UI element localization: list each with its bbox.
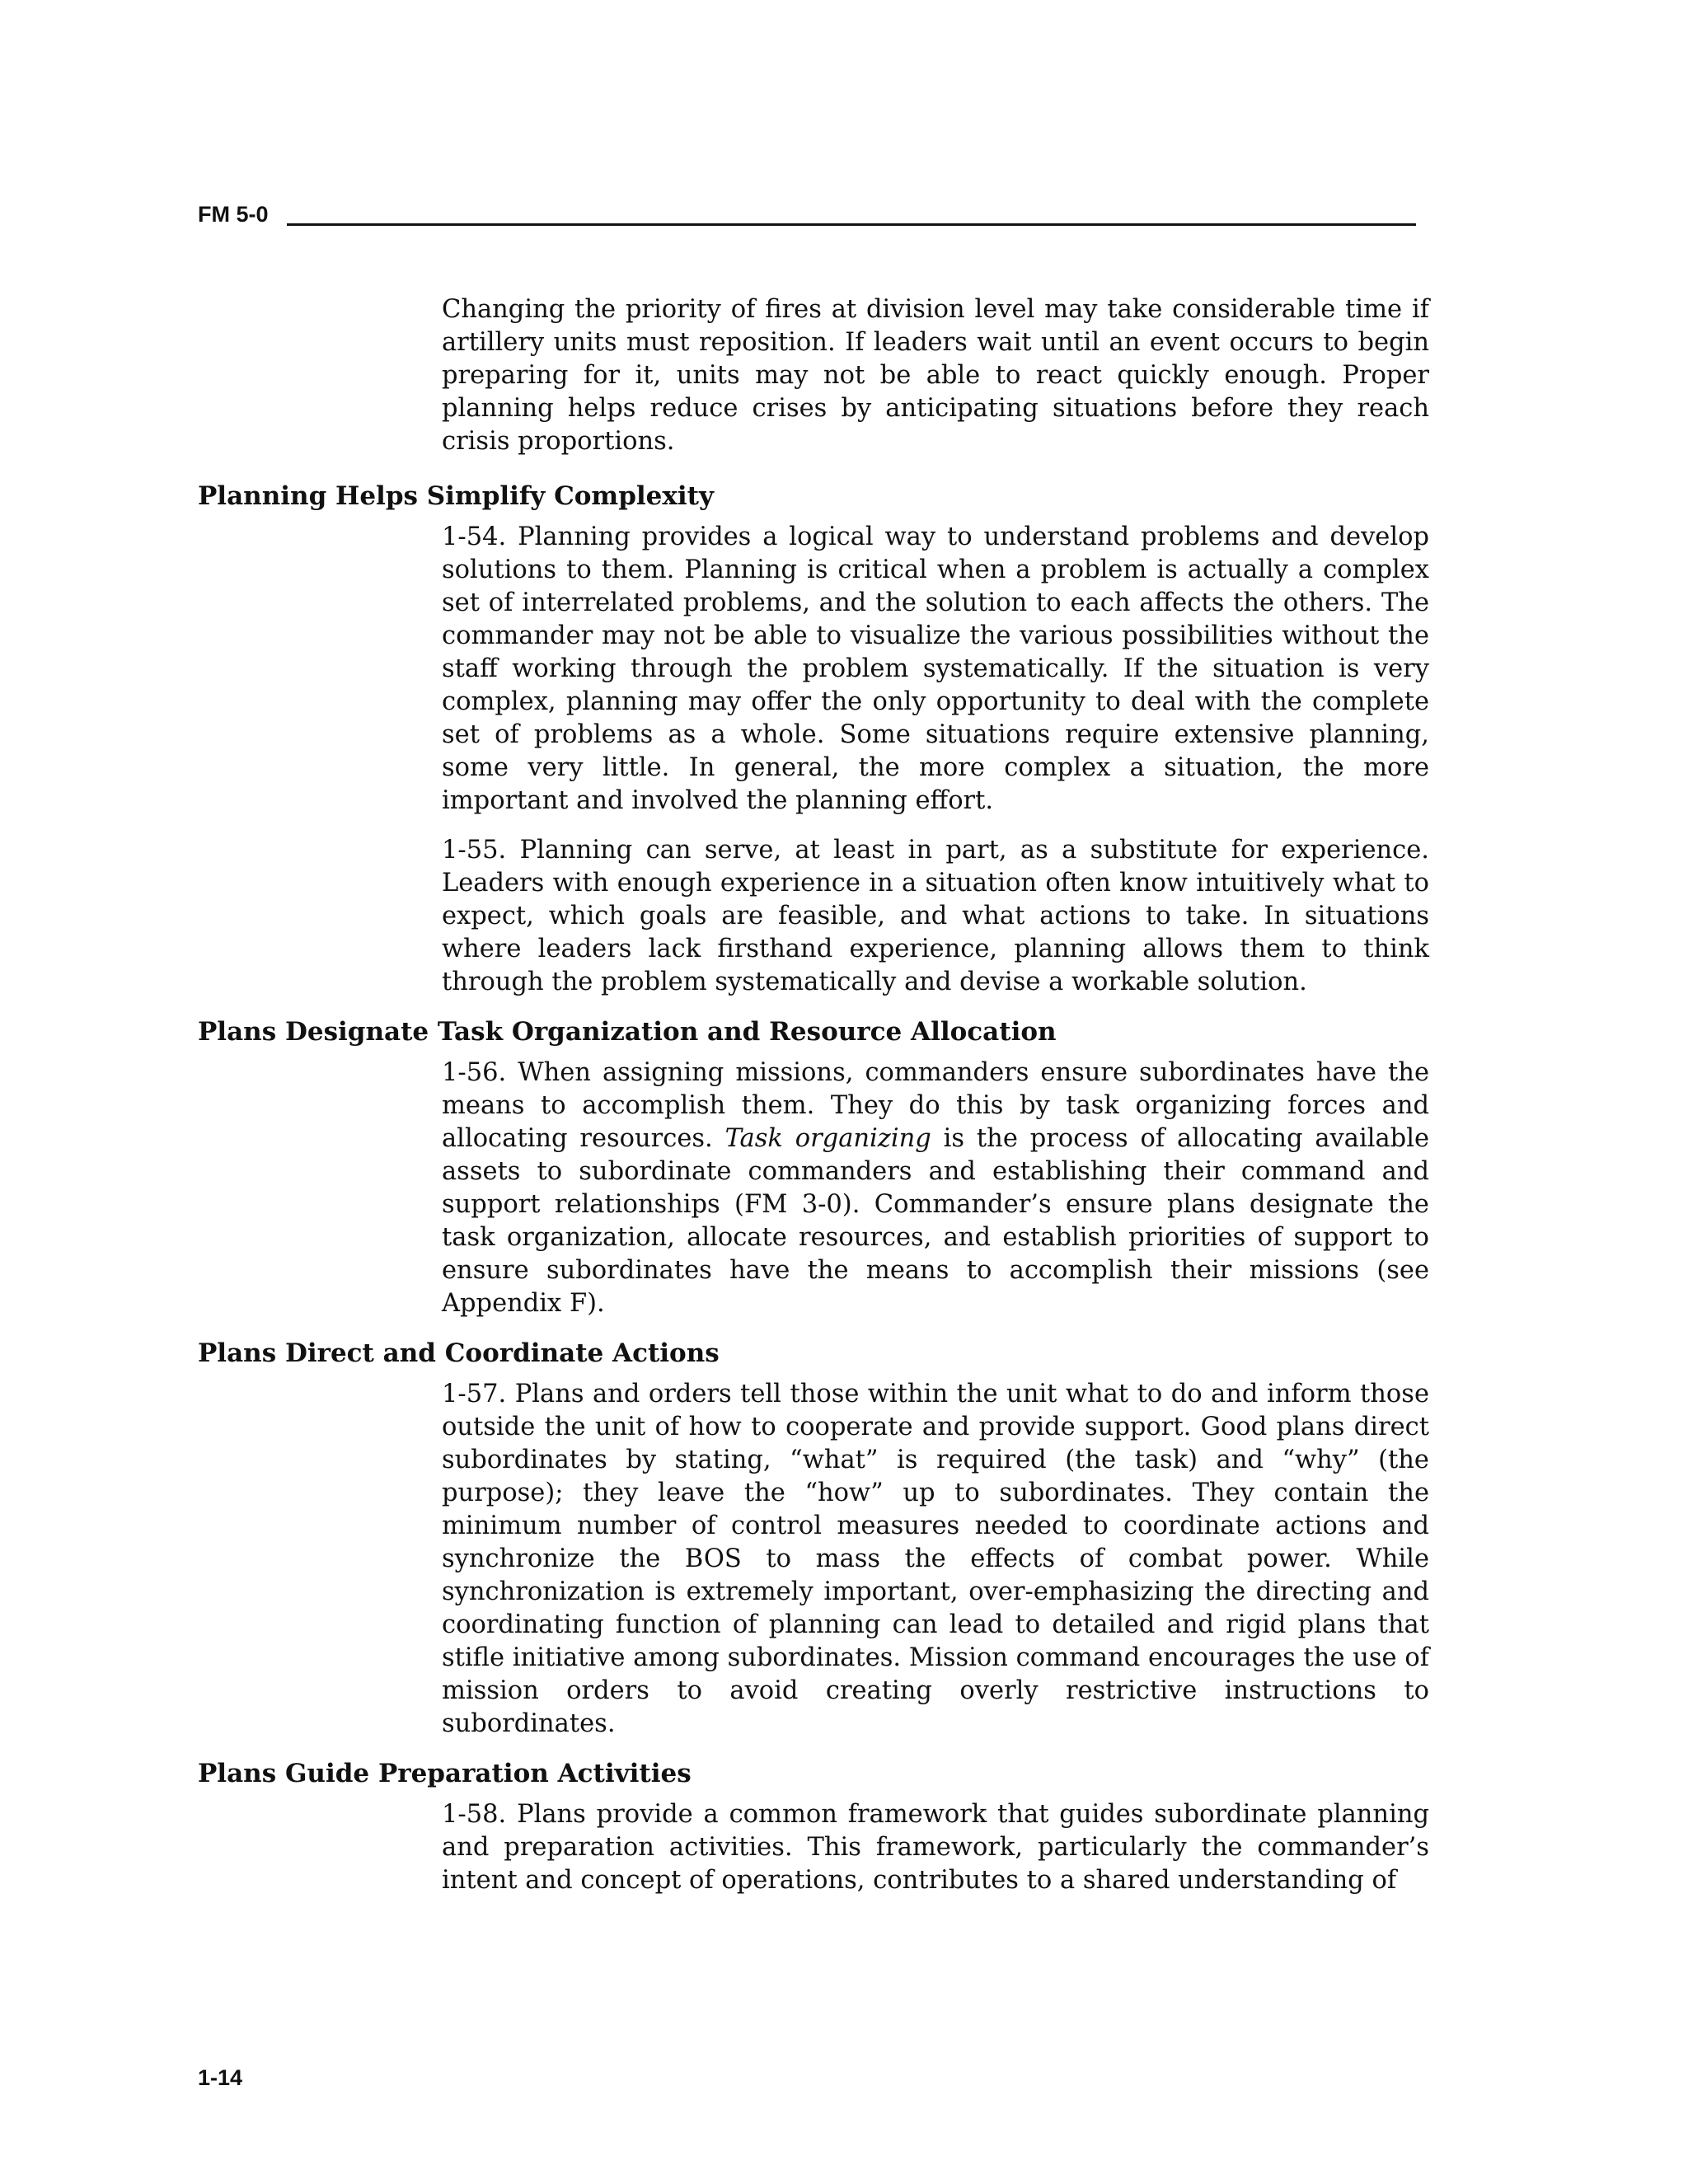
paragraph-1-58: 1-58. Plans provide a common framework that guides subordinate planning and preparation activities. This framework, particularly the commander’s intent and concept of operations, contributes to a shared understanding of [442,1800,1429,1895]
paragraph-1-55: 1-55. Planning can serve, at least in part, as a substitute for experience. Leaders with enough experience in a situation often know intuitively what to expect, which goals are feasible, and what actions to take. In situations where leaders lack firsthand experience, planning allows them to think through the problem systematically and devise a workable solution. [442,836,1429,996]
paragraph-1-57: 1-57. Plans and orders tell those within the unit what to do and inform those outside the unit of how to cooperate and provide support. Good plans direct subordinates by stating, “what” is required (the task) and “why” (the purpose); they leave the “how” up to subordinates. They contain the minimum number of control measures needed to coordinate actions and synchronize the BOS to mass the effects of combat power. While synchronization is extremely important, over-emphasizing the directing and coordinating function of planning can lead to detailed and rigid plans that stifle initiative among subordinates. Mission command encourages the use of mission orders to avoid creating overly restrictive instructions to subordinates. [442,1380,1429,1738]
defined-term-task-organizing: Task organizing [724,1124,931,1153]
manual-designation: FM 5-0 [198,202,269,227]
section-heading-direct-coordinate: Plans Direct and Coordinate Actions [198,1338,720,1368]
page-body [198,293,1434,1914]
paragraph-1-56-rest: is the process of allocating available assets to subordinate commanders and establishing their command and support relationships (FM 3-0). Commander’s ensure plans designate the task organization, allocate resources, and establish priorities of support to ensure subordinates have the means to accomplish their missions (see Appendix F). [442,1124,1429,1318]
running-header [198,201,1416,227]
section-heading-task-organization: Plans Designate Task Organization and Resource Allocation [198,1017,1057,1047]
page-number: 1-14 [198,2065,243,2090]
paragraph-1-56-lead: 1-56. When assigning missions, commanders ensure subordinates have the means to accomplish them. They do this by task organizing forces and allocating resources. [442,1058,1429,1153]
continued-paragraph: Changing the priority of fires at division level may take considerable time if artillery units must reposition. If leaders wait until an event occurs to begin preparing for it, units may not be able to react quickly enough. Proper planning helps reduce crises by anticipating situations before they reach crisis proportions. [442,295,1429,456]
header-rule [287,223,1416,226]
section-heading-preparation-activities: Plans Guide Preparation Activities [198,1759,692,1788]
paragraph-1-56 [442,1057,1429,1320]
section-heading-simplify-complexity: Planning Helps Simplify Complexity [198,481,714,511]
paragraph-1-54: 1-54. Planning provides a logical way to understand problems and develop solutions to them. Planning is critical when a problem is actually a complex set of interrelated problems, and the solution to each affects the others. The commander may not be able to visualize the various possibilities without the staff working through the problem systematically. If the situation is very complex, planning may offer the only opportunity to deal with the complete set of problems as a whole. Some situations require extensive planning, some very little. In general, the more complex a situation, the more important and involved the planning effort. [442,523,1429,815]
